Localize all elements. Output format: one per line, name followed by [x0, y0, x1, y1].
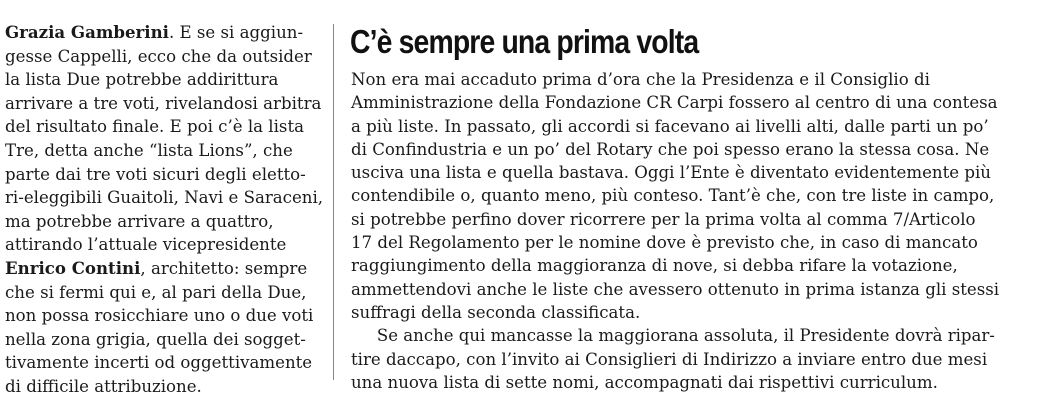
text-line: suffragi della seconda classificata. [351, 302, 641, 322]
column-divider [333, 24, 334, 380]
text-line: Grazia Gamberini. E se si aggiun- [5, 22, 304, 42]
text-line: a più liste. In passato, gli accordi si facevano ai livelli alti, dalle parti un po’ [351, 116, 989, 136]
text-line: gesse Cappelli, ecco che da outsider [5, 46, 312, 66]
text-line: contendibile o, quanto meno, più conteso. Tant’è che, con tre liste in campo, [351, 186, 995, 206]
text-line: arrivare a tre voti, rivelandosi arbitra [5, 93, 322, 113]
text-line: parte dai tre voti sicuri degli eletto- [5, 164, 306, 184]
text-line: 17 del Regolamento per le nomine dove è previsto che, in caso di mancato [351, 233, 978, 253]
text-line: del risultato finale. E poi c’è la lista [5, 117, 305, 137]
text-line: Tre, detta anche “lista Lions”, che [5, 140, 293, 160]
text-line: si potrebbe perfino dover ricorrere per la prima volta al comma 7/Articolo [351, 209, 976, 229]
text-line: Enrico Contini, architetto: sempre [5, 257, 308, 278]
text-line: ri-eleggibili Guaitoli, Navi e Saraceni, [5, 188, 324, 208]
text-line: una nuova lista di sette nomi, accompagnati dai rispettivi curriculum. [351, 372, 938, 392]
text-line: nella zona grigia, quella dei sogget- [5, 329, 306, 349]
text-line: ammettendovi anche le liste che avessero ottenuto in prima istanza gli stessi [351, 279, 1000, 299]
left-column-text [5, 21, 325, 399]
text-line: tire daccapo, con l’invito ai Consiglieri di Indirizzo a inviare entro due mesi [351, 349, 988, 369]
text-line: di difficile attribuzione. [5, 376, 202, 396]
article-headline: C’è sempre una prima volta [350, 23, 699, 60]
text-line: la lista Due potrebbe addirittura [5, 70, 279, 90]
text-line: non possa rosicchiare uno o due voti [5, 306, 314, 326]
text-line: Se anche qui mancasse la maggiorana assoluta, il Presidente dovrà ripar- [376, 326, 995, 346]
text-line: attirando l’attuale vicepresidente [5, 235, 287, 255]
text-line: che si fermi qui e, al pari della Due, [5, 282, 307, 302]
article-body [351, 68, 1021, 394]
text-line: Non era mai accaduto prima d’ora che la Presidenza e il Consiglio di [351, 70, 930, 89]
person-name: Enrico Contini [5, 257, 141, 278]
text-line: di Confindustria e un po’ del Rotary che poi spesso erano la stessa cosa. Ne [351, 139, 990, 159]
text-line: ma potrebbe arrivare a quattro, [5, 211, 274, 231]
text-line: tivamente incerti od oggettivamente [5, 353, 313, 373]
text-line: raggiungimento della maggioranza di nove, si debba rifare la votazione, [351, 256, 958, 276]
text-line: usciva una lista e quella bastava. Oggi l’Ente è diventato evidentemente più [351, 163, 991, 183]
person-name: Grazia Gamberini [5, 22, 169, 42]
text-line: Amministrazione della Fondazione CR Carpi fossero al centro di una contesa [351, 93, 998, 113]
